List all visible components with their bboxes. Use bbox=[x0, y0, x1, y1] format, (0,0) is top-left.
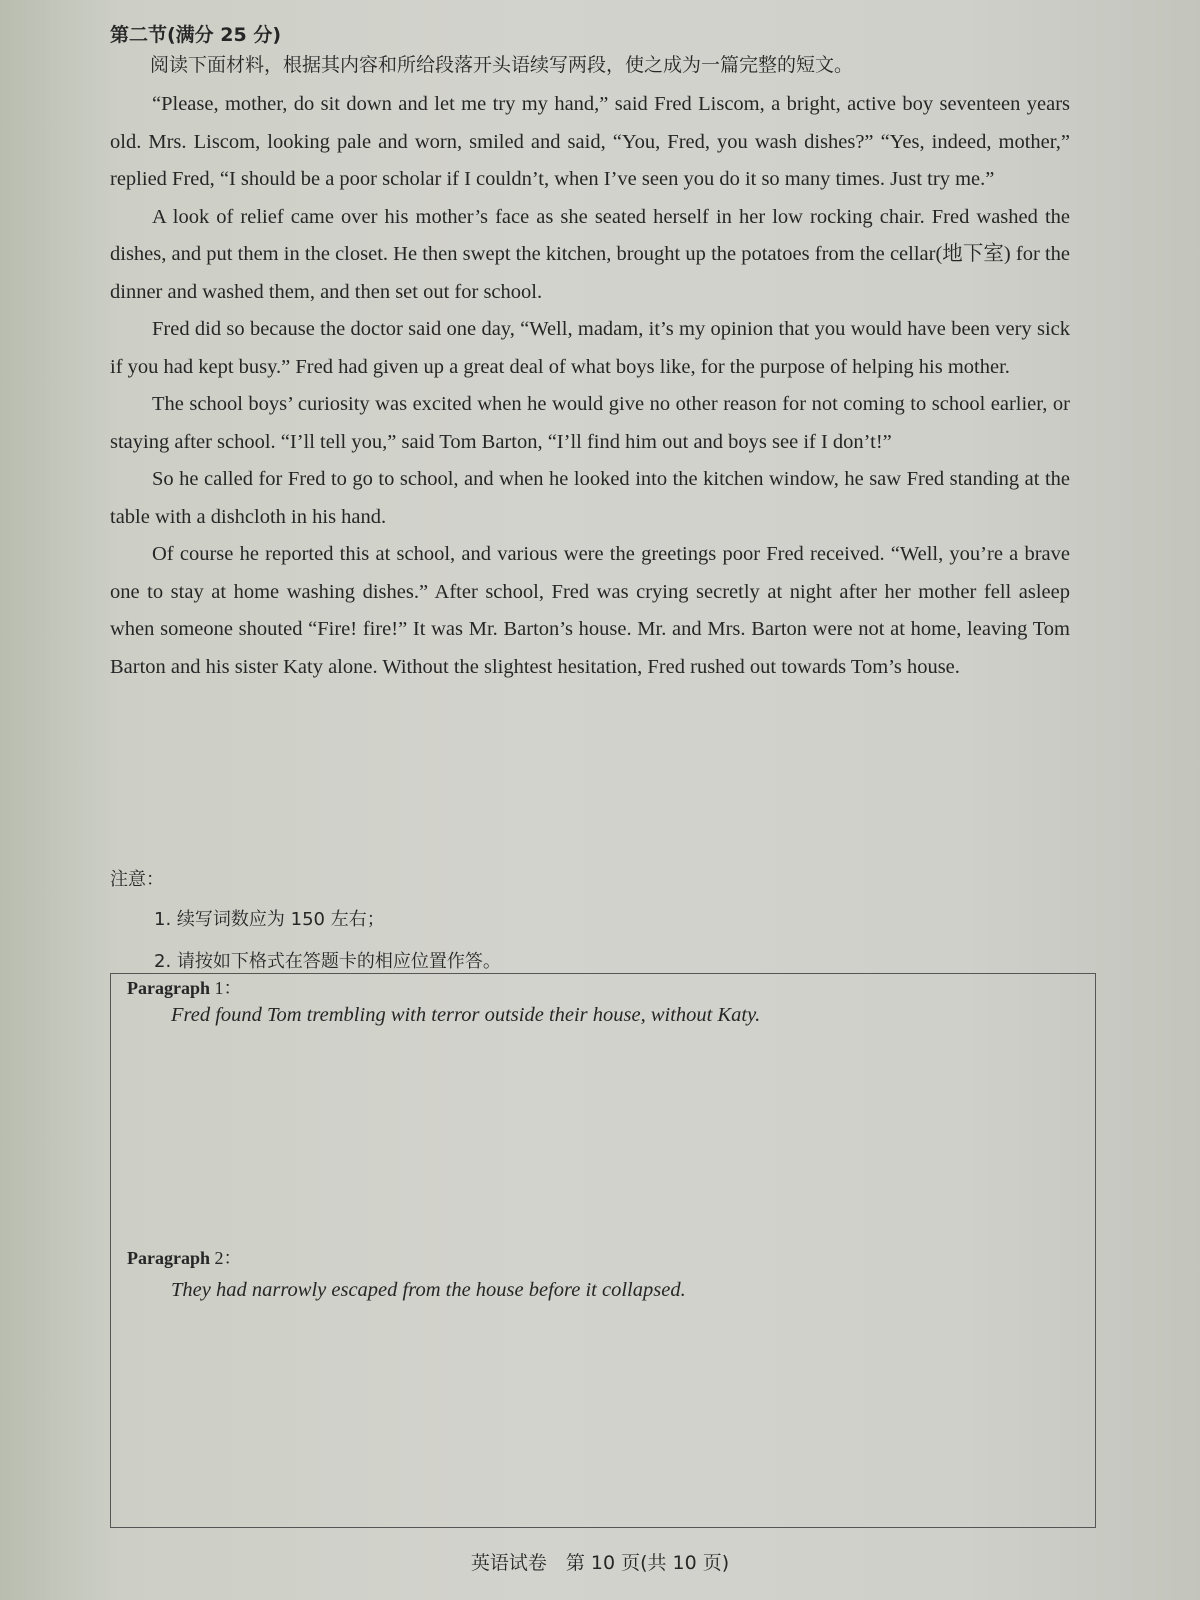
passage-paragraph: Fred did so because the doctor said one day, “Well, madam, it’s my opinion that you would have been very sick if you had kept busy.” Fred had given up a great deal of what boys like, for the purpose of helping his mother. bbox=[110, 318, 1070, 378]
paragraph1-label-text: Paragraph bbox=[127, 978, 210, 998]
paragraph2-number: 2： bbox=[210, 1248, 242, 1268]
paragraph2-label bbox=[127, 1244, 242, 1270]
notes-section bbox=[110, 865, 501, 989]
reading-passage bbox=[110, 86, 1070, 686]
instruction-text: 阅读下面材料，根据其内容和所给段落开头语续写两段，使之成为一篇完整的短文。 bbox=[150, 54, 854, 76]
notes-label: 注意： bbox=[110, 869, 164, 890]
paragraph2-opening-sentence: They had narrowly escaped from the house before it collapsed. bbox=[171, 1279, 686, 1301]
passage-paragraph: A look of relief came over his mother’s face as she seated herself in her low rocking chair. Fred washed the dishes, and put them in the closet. He then swept the kitchen, brought up the potatoes from the cellar(地下室) for the dinner and washed them, and then set out for school. bbox=[110, 205, 1070, 303]
answer-box bbox=[110, 973, 1096, 1528]
note-item: 2. 请按如下格式在答题卡的相应位置作答。 bbox=[154, 951, 501, 972]
note-item: 1. 续写词数应为 150 左右； bbox=[154, 909, 385, 930]
passage-paragraph: Of course he reported this at school, and various were the greetings poor Fred received. “Well, you’re a brave one to stay at home washing dishes.” After school, Fred was crying secretly at night after her mother fell asleep when someone shouted “Fire! fire!” It was Mr. Barton’s house. Mr. and Mrs. Barton were not at home, leaving Tom Barton and his sister Katy alone. Without the slightest hesitation, Fred rushed out towards Tom’s house. bbox=[110, 543, 1070, 678]
passage-paragraph: “Please, mother, do sit down and let me try my hand,” said Fred Liscom, a bright, active boy seventeen years old. Mrs. Liscom, looking pale and worn, smiled and said, “You, Fred, you wash dishes?” “Yes, indeed, mother,” replied Fred, “I should be a poor scholar if I couldn’t, when I’ve seen you do it so many times. Just try me.” bbox=[110, 93, 1070, 190]
paragraph2-label-text: Paragraph bbox=[127, 1248, 210, 1268]
page-footer: 英语试卷 第 10 页(共 10 页) bbox=[470, 1552, 730, 1574]
notes-list bbox=[110, 905, 501, 973]
passage-paragraph: The school boys’ curiosity was excited when he would give no other reason for not coming to school earlier, or staying after school. “I’ll tell you,” said Tom Barton, “I’ll find him out and boys see if I don’t!” bbox=[110, 393, 1070, 453]
paragraph1-opening-sentence: Fred found Tom trembling with terror outside their house, without Katy. bbox=[171, 1004, 761, 1026]
passage-paragraph: So he called for Fred to go to school, and when he looked into the kitchen window, he saw Fred standing at the table with a dishcloth in his hand. bbox=[110, 468, 1070, 528]
paragraph1-number: 1： bbox=[210, 978, 242, 998]
section-title: 第二节(满分 25 分) bbox=[110, 24, 282, 46]
paragraph1-label bbox=[127, 974, 242, 1000]
